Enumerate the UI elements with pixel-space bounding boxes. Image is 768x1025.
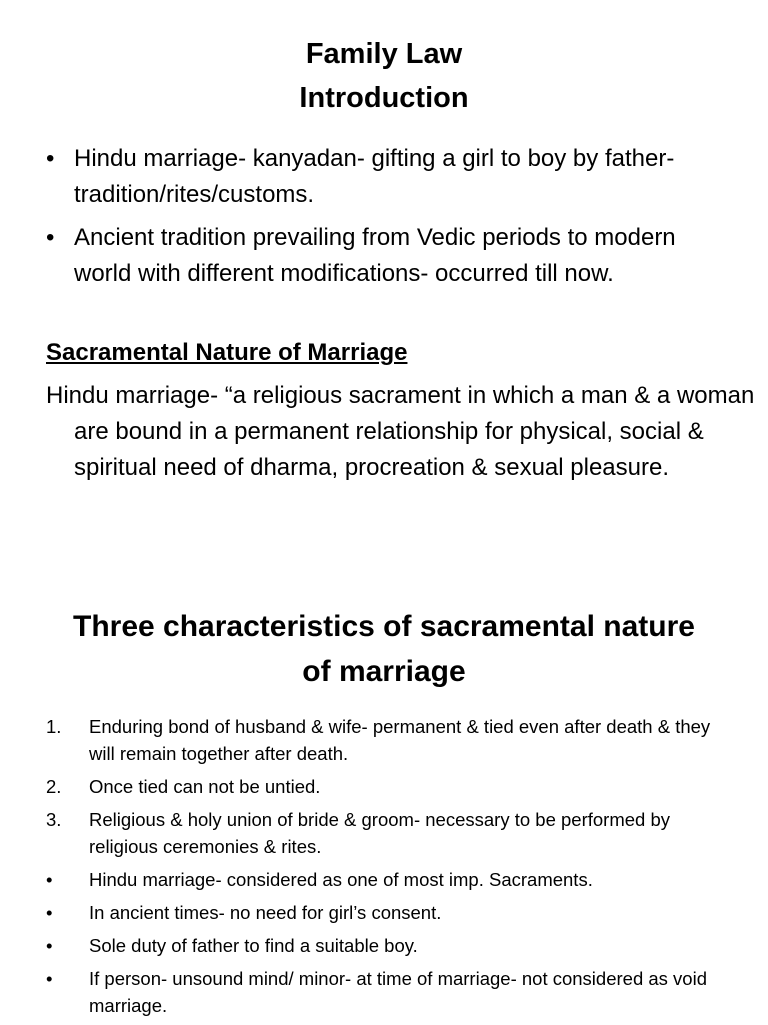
bullet-marker: • bbox=[46, 145, 55, 172]
bullet-marker: • bbox=[46, 224, 55, 251]
intro-bullet-list bbox=[46, 141, 736, 299]
title-line-1: Family Law bbox=[305, 38, 463, 70]
title-line-2: of marriage bbox=[302, 655, 466, 688]
list-item bbox=[46, 866, 736, 893]
definition-paragraph: Hindu marriage- “a religious sacrament in which a man & a woman are bound in a permanent relationship for physical, social & spiritual need of dharma, procreation & sexual pleasure. bbox=[46, 382, 755, 481]
list-item-text: Religious & holy union of bride & groom- necessary to be performed by religious ceremonies & rites. bbox=[89, 809, 670, 857]
list-item-text: Sole duty of father to find a suitable boy. bbox=[89, 935, 418, 956]
list-item bbox=[46, 713, 736, 767]
list-marker: • bbox=[46, 869, 53, 890]
list-item bbox=[46, 141, 736, 213]
list-marker: • bbox=[46, 902, 53, 923]
list-item bbox=[46, 899, 736, 926]
section-heading: Sacramental Nature of Marriage bbox=[46, 339, 408, 366]
list-item bbox=[46, 220, 736, 292]
list-item-text: Once tied can not be untied. bbox=[89, 776, 321, 797]
bullet-text: Hindu marriage- kanyadan- gifting a girl to boy by father- tradition/rites/customs. bbox=[74, 145, 675, 208]
list-marker: 2. bbox=[46, 776, 62, 797]
slide-title bbox=[0, 596, 768, 694]
list-item-text: Hindu marriage- considered as one of most imp. Sacraments. bbox=[89, 869, 593, 890]
list-item bbox=[46, 932, 736, 959]
list-item bbox=[46, 806, 736, 860]
title-line-1: Three characteristics of sacramental nature bbox=[73, 610, 695, 643]
list-item bbox=[46, 773, 736, 800]
list-marker: 3. bbox=[46, 809, 62, 830]
list-item-text: If person- unsound mind/ minor- at time of marriage- not considered as void marriage. bbox=[89, 968, 707, 1016]
slide-characteristics bbox=[0, 596, 768, 1024]
bullet-text: Ancient tradition prevailing from Vedic periods to modern world with different modifications- occurred till now. bbox=[74, 224, 676, 287]
list-item-text: Enduring bond of husband & wife- permanent & tied even after death & they will remain together after death. bbox=[89, 716, 711, 764]
list-marker: • bbox=[46, 935, 53, 956]
list-marker: 1. bbox=[46, 716, 62, 737]
slide-title bbox=[0, 0, 768, 120]
list-item-text: In ancient times- no need for girl’s consent. bbox=[89, 902, 442, 923]
title-line-2: Introduction bbox=[299, 82, 469, 114]
list-item bbox=[46, 965, 736, 1019]
list-marker: • bbox=[46, 968, 53, 989]
characteristics-list bbox=[46, 713, 736, 1025]
